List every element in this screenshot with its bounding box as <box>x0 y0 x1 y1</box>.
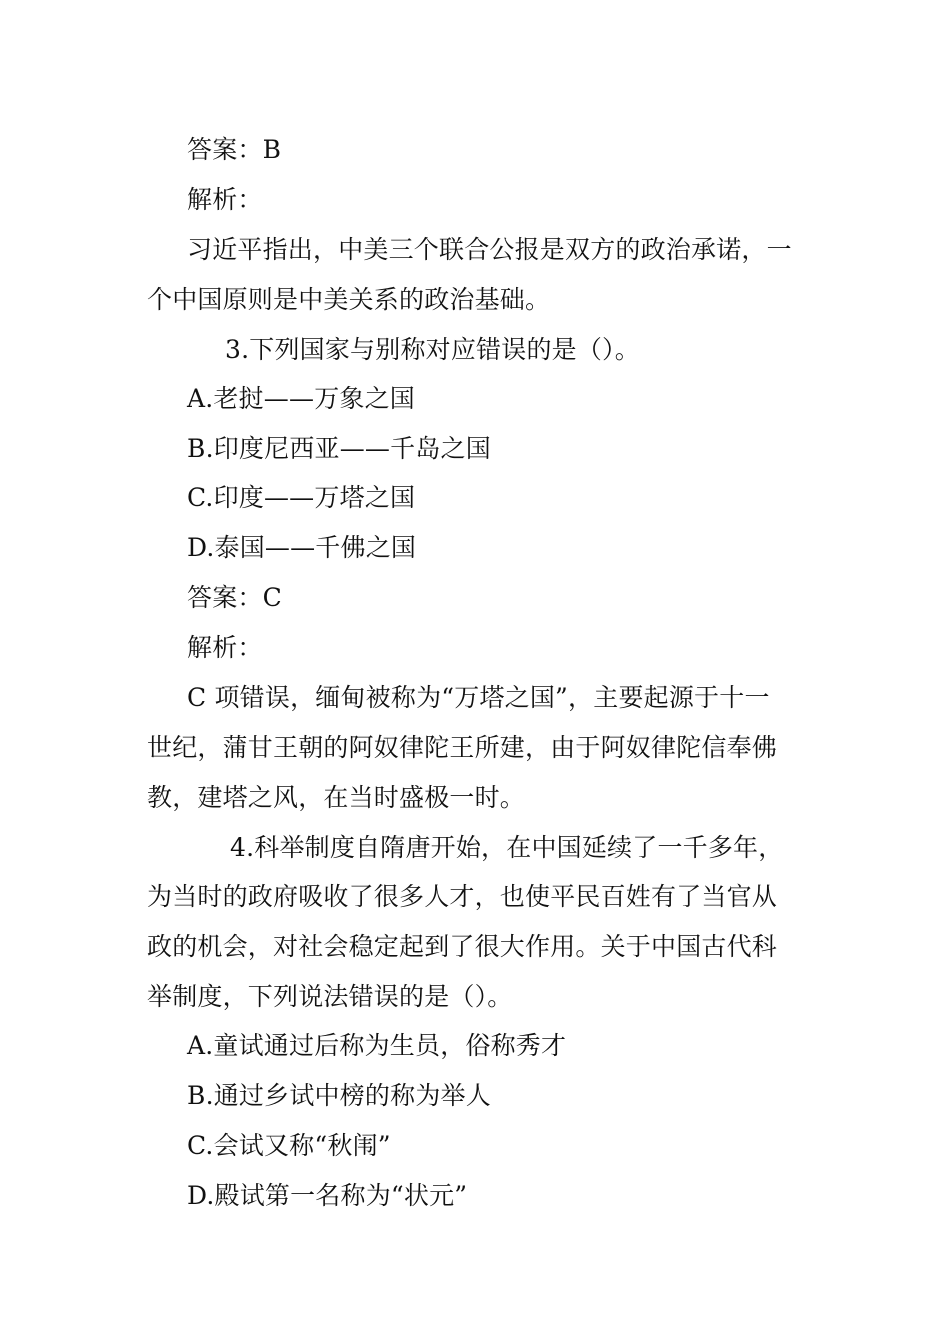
q3-question: 3.下列国家与别称对应错误的是（）。 <box>225 335 640 364</box>
q2-analysis-label: 解析： <box>187 185 263 214</box>
q3-analysis-label: 解析： <box>187 633 263 662</box>
q4-question-line-3: 政的机会，对社会稳定起到了很大作用。关于中国古代科 <box>147 932 778 961</box>
q4-option-c: C.会试又称“秋闱” <box>187 1131 391 1160</box>
q4-question-line-2: 为当时的政府吸收了很多人才，也使平民百姓有了当官从 <box>147 882 778 911</box>
q2-analysis-line-1: 习近平指出，中美三个联合公报是双方的政治承诺，一 <box>187 235 792 264</box>
q3-option-a: A.老挝——万象之国 <box>187 384 416 413</box>
q4-option-a: A.童试通过后称为生员，俗称秀才 <box>187 1031 567 1060</box>
q4-option-d: D.殿试第一名称为“状元” <box>187 1181 468 1210</box>
q3-analysis-line-3: 教，建塔之风，在当时盛极一时。 <box>147 783 526 812</box>
q4-question-line-1: 4.科举制度自隋唐开始，在中国延续了一千多年， <box>230 833 784 862</box>
q3-analysis-line-1: C 项错误，缅甸被称为“万塔之国”，主要起源于十一 <box>187 683 770 712</box>
q3-answer: 答案：C <box>187 583 282 612</box>
q4-question-line-4: 举制度，下列说法错误的是（）。 <box>147 982 513 1011</box>
q3-analysis-line-2: 世纪，蒲甘王朝的阿奴律陀王所建，由于阿奴律陀信奉佛 <box>147 733 778 762</box>
q3-option-d: D.泰国——千佛之国 <box>187 533 417 562</box>
q2-analysis-line-2: 个中国原则是中美关系的政治基础。 <box>147 285 551 314</box>
q3-option-b: B.印度尼西亚——千岛之国 <box>187 434 491 463</box>
q4-option-b: B.通过乡试中榜的称为举人 <box>187 1081 491 1110</box>
q2-answer: 答案：B <box>187 135 282 164</box>
q3-option-c: C.印度——万塔之国 <box>187 483 416 512</box>
